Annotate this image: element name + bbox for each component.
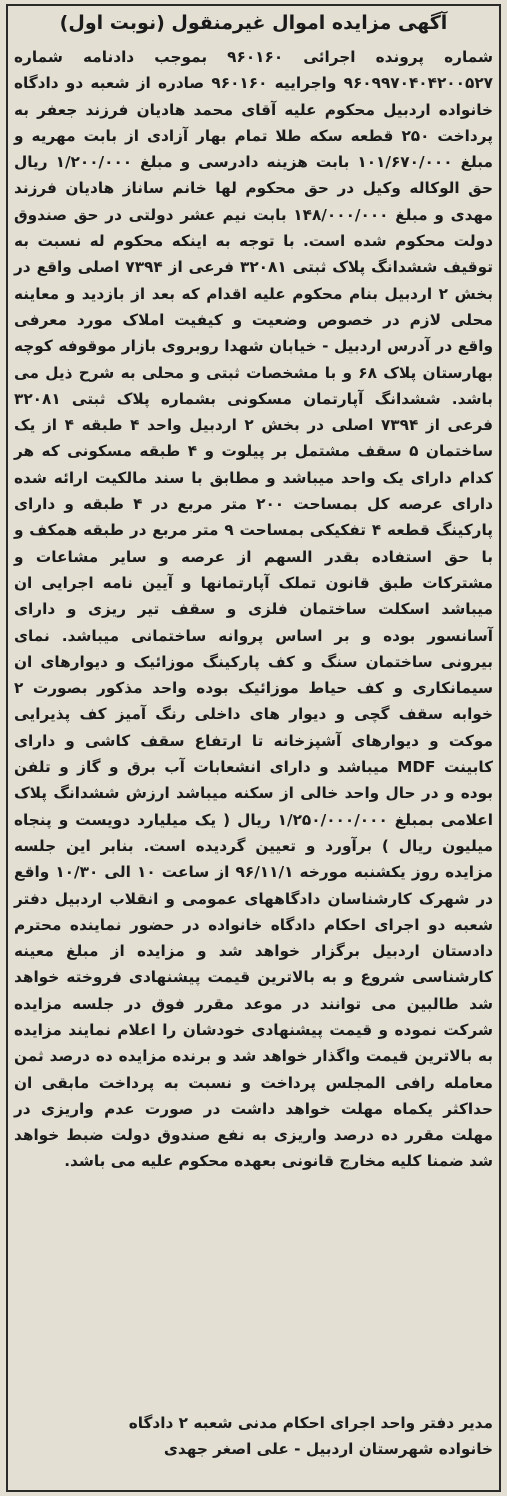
notice-body: شماره پرونده اجرائی ۹۶۰۱۶۰ بموجب دادنامه شماره ۹۶۰۹۹۷۰۴۰۴۲۰۰۵۲۷ واجراییه ۹۶۰۱۶۰ صادره از شعبه دو دادگاه خانواده اردبیل محکوم علیه آقای محمد هادیان فرزند جعفر به پرداخت ۲۵۰ قطعه سکه طلا تمام بهار آزادی از بابت مهریه و مبلغ ۱۰۱/۶۷۰/۰۰۰ بابت هزینه دادرسی و مبلغ ۱/۲۰۰/۰۰۰ ریال حق الوکاله وکیل در حق محکوم لها خانم ساناز هادیان فرزند مهدی و مبلغ ۱۴۸/۰۰۰/۰۰۰ بابت نیم عشر دولتی در حق صندوق دولت محکوم شده است. با توجه به اینکه محکوم له نسبت به توقیف ششدانگ پلاک ثبتی ۳۲۰۸۱ فرعی از ۷۳۹۴ اصلی واقع در بخش ۲ اردبیل بنام محکوم علیه اقدام که بعد از بازدید و معاینه محلی لازم در خصوص وضعیت و کیفیت املاک مورد معرفی واقع در آدرس اردبیل - خیابان شهدا روبروی بازار موقوفه کوچه بهارستان پلاک ۶۸ و با مشخصات ثبتی و محلی به شرح ذیل می باشد. ششدانگ آپارتمان مسکونی بشماره پلاک ثبتی ۳۲۰۸۱ فرعی از ۷۳۹۴ اصلی در بخش ۲ اردبیل واحد ۴ طبقه ۴ از یک ساختمان ۵ سقف مشتمل بر پیلوت و ۴ طبقه مسکونی که هر کدام دارای یک واحد میباشد و مطابق با سند مالکیت ارائه شده دارای عرصه کل بمساحت ۲۰۰ متر مربع در ۴ طبقه و دارای پارکینگ قطعه ۴ تفکیکی بمساحت ۹ متر مربع در طبقه همکف و با حق استفاده بقدر السهم از عرصه و سایر مشاعات و مشترکات طبق قانون تملک آپارتمانها و آیین نامه اجرایی ان میباشد اسکلت ساختمان فلزی و سقف تیر ریزی و دارای آسانسور بوده و بر اساس پروانه ساختمانی میباشد. نمای بیرونی ساختمان سنگ و کف پارکینگ موزائیک و دیوارهای ان سیمانکاری و کف حیاط موزائیک بوده واحد مذکور بصورت ۲ خوابه سقف گچی و دیوار های داخلی رنگ آمیز کف پذیرایی موکت و دیوارهای آشپزخانه تا ارتفاع سقف کاشی و دارای کابینت MDF میباشد و دارای انشعابات آب برق و گاز و تلفن بوده و در حال واحد خالی از سکنه میباشد ارزش ششدانگ پلاک اعلامی بمبلغ ۱/۲۵۰/۰۰۰/۰۰۰ ریال ( یک میلیارد دویست و پنجاه میلیون ریال ) برآورد و تعیین گردیده است. بنابر این جلسه مزایده روز یکشنبه مورخه ۹۶/۱۱/۱ از ساعت ۱۰ الی ۱۰/۳۰ واقع در شهرک کارشناسان دادگاههای عمومی و انقلاب اردبیل دفتر شعبه دو اجرای احکام دادگاه خانواده در حضور نماینده محترم دادستان اردبیل برگزار خواهد شد و مزایده از مبلغ معینه کارشناسی شروع و به بالاترین قیمت پیشنهادی فروخته خواهد شد طالبین می توانند در موعد مقرر فوق در جلسه مزایده شرکت نموده و قیمت پیشنهادی خودشان را اعلام نمایند مزایده به بالاترین قیمت واگذار خواهد شد و برنده مزایده ده درصد ثمن معامله رافی المجلس پرداخت و نسبت به پرداخت مابقی ان حداکثر یکماه مهلت خواهد داشت در صورت عدم واریزی در مهلت مقرر ده درصد واریزی به نفع صندوق دولت ضبط خواهد شد ضمنا کلیه مخارج قانونی بعهده محکوم علیه می باشد. [14,48,494,1171]
signature-line-2: خانواده شهرستان اردبیل - علی اصغر جهدی [163,1440,493,1458]
signature-line-1: مدیر دفتر واحد اجرای احکام مدنی شعبه ۲ دادگاه [128,1414,493,1432]
notice-signature [14,1410,493,1462]
notice-title: آگهی مزایده اموال غیرمنقول (نوبت اول) [59,12,448,34]
